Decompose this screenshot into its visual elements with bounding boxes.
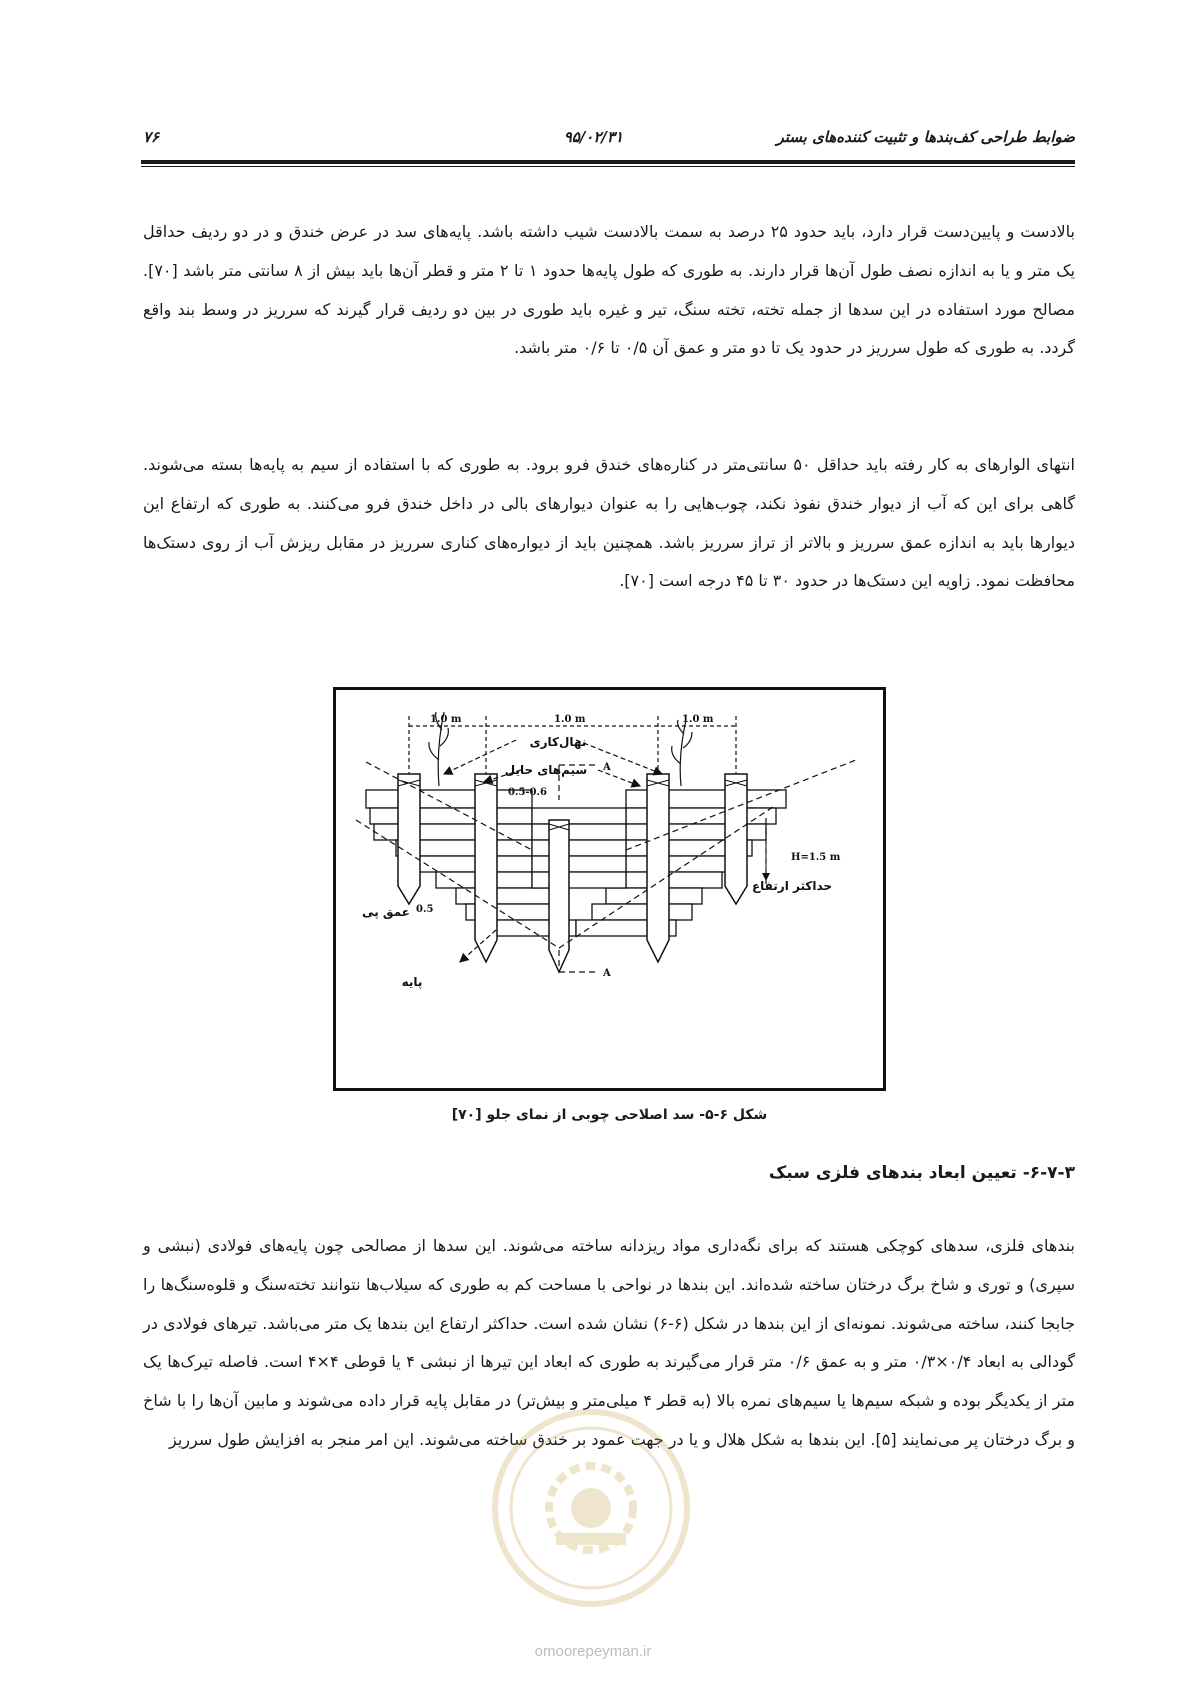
spillway-depth-label: 0.5-0.6 [508, 787, 547, 798]
header-rule-thick [141, 160, 1075, 164]
paragraph-1: بالادست و پایین‌دست قرار دارد، باید حدود ۲۵ درصد به سمت بالادست شیب داشته باشد. پایه‌های سد در عرض خندق و در دو ردیف حداقل یک متر و یا به اندازه نصف طول آن‌ها قرار دارند. به طوری که طول پایه‌ها حدود ۱ تا ۲ متر و قطر آن‌ها باید بیش از ۸ سانتی متر باشد [۷۰]. مصالح مورد استفاده در این سدها از جمله تخته، تخته سنگ، تیر و غیره باید طوری در بین دو ردیف قرار گیرند که سرریز در وسط بند واقع گردد. به طوری که طول سرریز در حدود یک تا دو متر و عمق آن ۰/۵ تا ۰/۶ متر باشد. [143, 222, 1076, 358]
dimension-label-1: 1.0 m [430, 714, 462, 725]
height-label: H=1.5 m [791, 852, 841, 863]
paragraph-2: انتهای الوارهای به کار رفته باید حداقل ۵۰ سانتی‌متر در کناره‌های خندق فرو برود. به طوری که با استفاده از سیم به پایه‌ها بسته می‌شوند. گاهی برای این که آب از دیوار خندق نفوذ نکند، چوب‌هایی را به عنوان دیوارهای بالی در داخل خندق فرو می‌کنند. به طوری که ارتفاع این دیوارها باید به اندازه عمق سرریز و بالاتر از تراز سرریز باشد. همچنین باید از دیواره‌های کناری سرریز در مقابل ریزش آب از روی دستک‌ها محافظت نمود. زاویه این دستک‌ها در حدود ۳۰ تا ۴۵ درجه است [۷۰]. [143, 455, 1075, 591]
paragraph-3: بندهای فلزی، سدهای کوچکی هستند که برای نگه‌داری مواد ریزدانه ساخته می‌شوند. این سدها از مصالحی چون پایه‌های فولادی (نبشی و سپری) و توری و شاخ برگ درختان ساخته شده‌اند. این بندها در نواحی با مساحت کم به طوری که سیلاب‌ها نتوانند تخته‌سنگ و قلوه‌سنگ‌ها را جابجا کنند، ساخته می‌شوند. نمونه‌ای از این بندها در شکل (۶-۶) نشان شده است. حداکثر ارتفاع این بندها یک متر می‌باشد. تیرهای فولادی در گودالی به ابعاد ۰/۴×۰/۳ متر و به عمق ۰/۶ متر قرار می‌گیرند به طوری که ابعاد این تیرها از نبشی ۴ یا قوطی ۴×۴ است. فاصله تیرک‌ها یک متر از یکدیگر بوده و شبکه سیم‌ها یا سیم‌های نمره بالا (به قطر ۴ میلی‌متر و بیش‌تر) در مقابل پایه قرار داده می‌شوند و مابین آن‌ها را با شاخ و برگ درختان پر می‌نمایند [۵]. این بندها به شکل هلال و یا در جهت عمود بر خندق ساخته می‌شوند. این امر منجر به افزایش طول سرریز [143, 1236, 1076, 1449]
header-rule-thin [141, 166, 1075, 167]
foundation-depth-value: 0.5 [416, 904, 434, 915]
watermark-seal [486, 1403, 696, 1613]
post-label: پایه [401, 975, 423, 989]
check-dam-diagram [336, 690, 883, 1088]
planting-label: نهال‌کاری [529, 735, 587, 749]
foundation-label: عمق پی [362, 905, 410, 919]
document-title: ضوابط طراحی کف‌بندها و تثبیت کننده‌های بستر [776, 128, 1075, 146]
figure-caption: شکل ۶-۵- سد اصلاحی چوبی از نمای جلو [۷۰] [451, 1107, 768, 1123]
page-header [143, 128, 1075, 154]
dimension-label-3: 1.0 m [682, 714, 714, 725]
section-a-bottom: A [603, 968, 611, 979]
wires-label: سیم‌های حایل [504, 763, 588, 777]
figure-check-dam-front-view [333, 687, 886, 1091]
section-heading: ۶-۷-۳- تعیین ابعاد بندهای فلزی سبک [768, 1163, 1075, 1183]
section-a-top: A [603, 762, 611, 773]
dimension-label-2: 1.0 m [554, 714, 586, 725]
footer-url: omoorepeyman.ir [534, 1643, 652, 1660]
document-date: ۹۵/۰۲/۳۱ [563, 128, 623, 146]
max-height-label: حداکثر ارتفاع [751, 879, 833, 893]
page-number: ۷۶ [143, 128, 160, 146]
